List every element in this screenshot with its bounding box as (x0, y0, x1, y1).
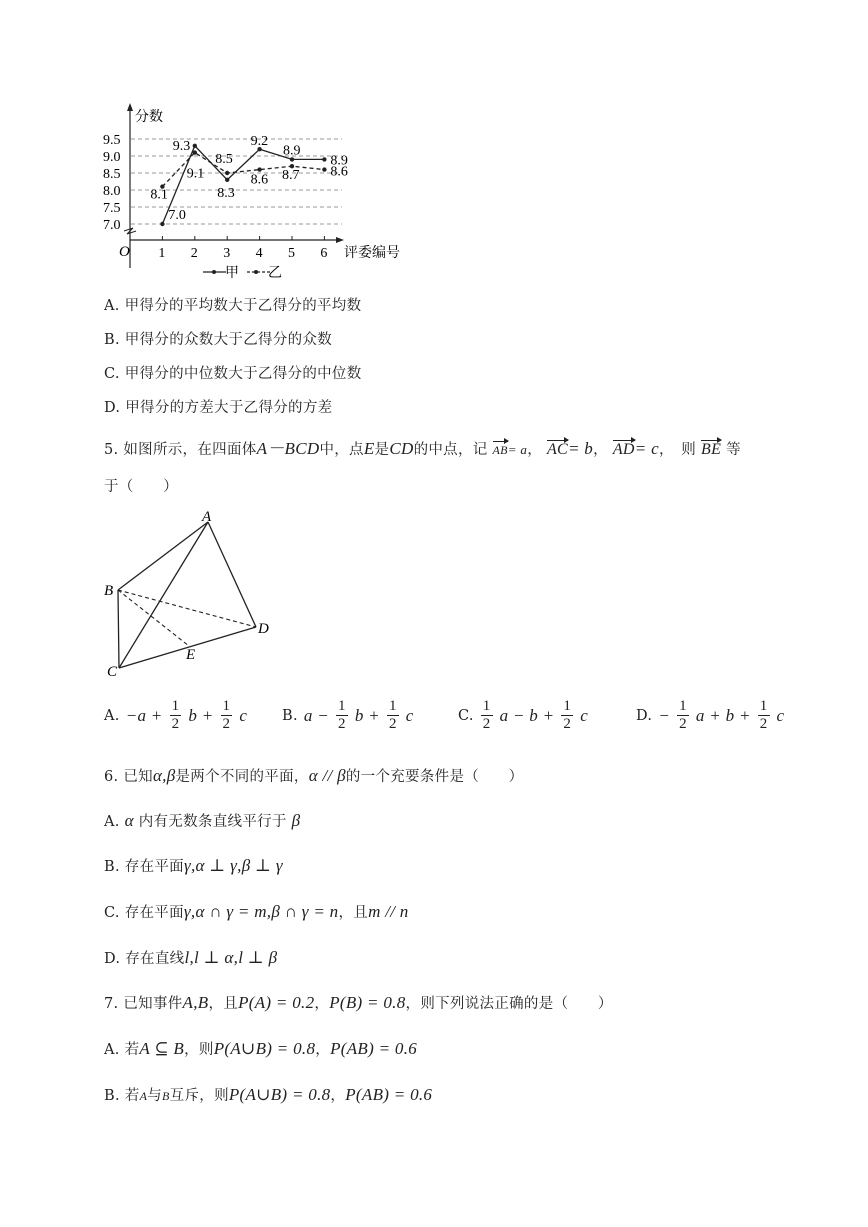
q6-option-d: D. 存在直线l,l ⊥ α,l ⊥ β (104, 948, 278, 967)
data-label: 8.9 (283, 143, 301, 159)
origin-label: O (119, 244, 130, 260)
fraction: $\frac{1}{2}$ (563, 698, 572, 732)
q7-option-a: A. 若A ⊆ B，则P(A∪B) = 0.8，P(AB) = 0.6 (104, 1039, 418, 1058)
edge-ab (118, 522, 208, 590)
x-tick-label: 3 (223, 246, 231, 261)
q5-option-a: A. −a + $\frac{1}{2}$ b + $\frac{1}{2}$ c (104, 698, 248, 732)
q5-option-d: D. − $\frac{1}{2}$ a + b + $\frac{1}{2}$ c (636, 698, 785, 732)
fraction: $\frac{1}{2}$ (482, 698, 491, 732)
point-e-label: E (186, 647, 196, 663)
y-tick-label: 7.5 (103, 201, 121, 216)
x-tick-label: 1 (158, 246, 166, 261)
vertex-c-label: C (107, 664, 118, 680)
q5-option-b: B. a − $\frac{1}{2}$ b + $\frac{1}{2}$ c (282, 698, 414, 732)
x-tick-label: 5 (288, 246, 295, 261)
data-point (322, 157, 326, 161)
data-label: 9.1 (186, 166, 205, 182)
q6-stem: 6. 已知α,β是两个不同的平面，α // β的一个充要条件是（ ） (104, 766, 524, 785)
data-label: 7.0 (168, 208, 186, 223)
data-label: 8.9 (330, 153, 348, 169)
legend-label-yi: 乙 (268, 266, 282, 281)
vertex-a-label: A (202, 509, 212, 525)
data-point (160, 222, 164, 226)
q6-option-b: B. 存在平面γ,α ⊥ γ,β ⊥ γ (104, 856, 283, 875)
score-line-chart (0, 95, 430, 285)
data-point (225, 178, 229, 182)
fraction: $\frac{1}{2}$ (338, 698, 346, 732)
q5-stem-line1: 5. 如图所示，在四面体A－BCD中，点E是CD的中点，记 AB= a， AC= b， AD= c， 则 BE 等 (104, 439, 741, 458)
q7-stem: 7. 已知事件A,B，且P(A) = 0.2，P(B) = 0.8，则下列说法正确的是（ ） (104, 993, 613, 1012)
legend-item-yi (247, 266, 282, 281)
y-tick-label: 9.0 (103, 150, 121, 165)
fraction: $\frac{1}{2}$ (171, 698, 180, 732)
data-point (225, 171, 229, 175)
data-label: 8.5 (215, 152, 233, 167)
fraction: $\frac{1}{2}$ (759, 698, 768, 732)
fraction: $\frac{1}{2}$ (679, 698, 687, 732)
vertex-b-label: B (104, 583, 114, 599)
y-tick-label: 8.5 (103, 167, 121, 182)
x-tick-label: 6 (320, 246, 328, 261)
q4-option-b: B. 甲得分的众数大于乙得分的众数 (104, 332, 332, 348)
vertex-d-label: D (258, 621, 269, 637)
edge-ad (208, 522, 256, 627)
q6-option-c: C. 存在平面γ,α ∩ γ = m,β ∩ γ = n，且m // n (104, 902, 409, 921)
data-label: 9.3 (172, 138, 191, 154)
data-label: 8.7 (282, 168, 300, 184)
y-tick-labels (103, 133, 121, 233)
data-label: 8.6 (250, 172, 269, 188)
x-axis-label: 评委编号 (344, 246, 400, 261)
data-label: 9.2 (250, 134, 269, 150)
legend-item-jia (203, 265, 239, 281)
chart-grid (131, 139, 342, 224)
y-axis-label: 分数 (135, 110, 163, 125)
fraction: $\frac{1}{2}$ (388, 698, 397, 732)
edge-bd (118, 590, 256, 627)
data-label: 8.3 (217, 185, 235, 201)
q6-option-a: A. α 内有无数条直线平行于 β (104, 811, 301, 830)
x-tick-label: 4 (255, 246, 263, 261)
q5-option-c: C. $\frac{1}{2}$ a − b + $\frac{1}{2}$ c (458, 698, 589, 732)
q4-option-a: A. 甲得分的平均数大于乙得分的平均数 (104, 298, 362, 314)
y-tick-label: 7.0 (103, 218, 121, 233)
q4-option-d: D. 甲得分的方差大于乙得分的方差 (104, 400, 333, 416)
data-point (322, 167, 326, 171)
y-tick-label: 9.5 (103, 133, 121, 148)
segment-be (118, 590, 189, 646)
data-point (257, 167, 261, 171)
fraction: $\frac{1}{2}$ (222, 698, 231, 732)
y-tick-label: 8.0 (103, 184, 121, 199)
q4-option-c: C. 甲得分的中位数大于乙得分的中位数 (104, 366, 362, 382)
data-point (193, 144, 197, 148)
q7-option-b: B. 若A与B互斥，则P(A∪B) = 0.8，P(AB) = 0.6 (104, 1085, 433, 1104)
data-point (193, 150, 197, 154)
data-label: 8.6 (330, 164, 348, 180)
legend-label-jia: 甲 (225, 266, 239, 281)
edge-bc (118, 590, 119, 668)
data-label: 8.1 (150, 187, 168, 203)
x-tick-label: 2 (190, 246, 198, 261)
point-labels (150, 134, 348, 223)
tetrahedron-figure (100, 505, 280, 685)
legend (203, 265, 282, 281)
q5-stem-line2: 于（ ） (104, 479, 178, 495)
